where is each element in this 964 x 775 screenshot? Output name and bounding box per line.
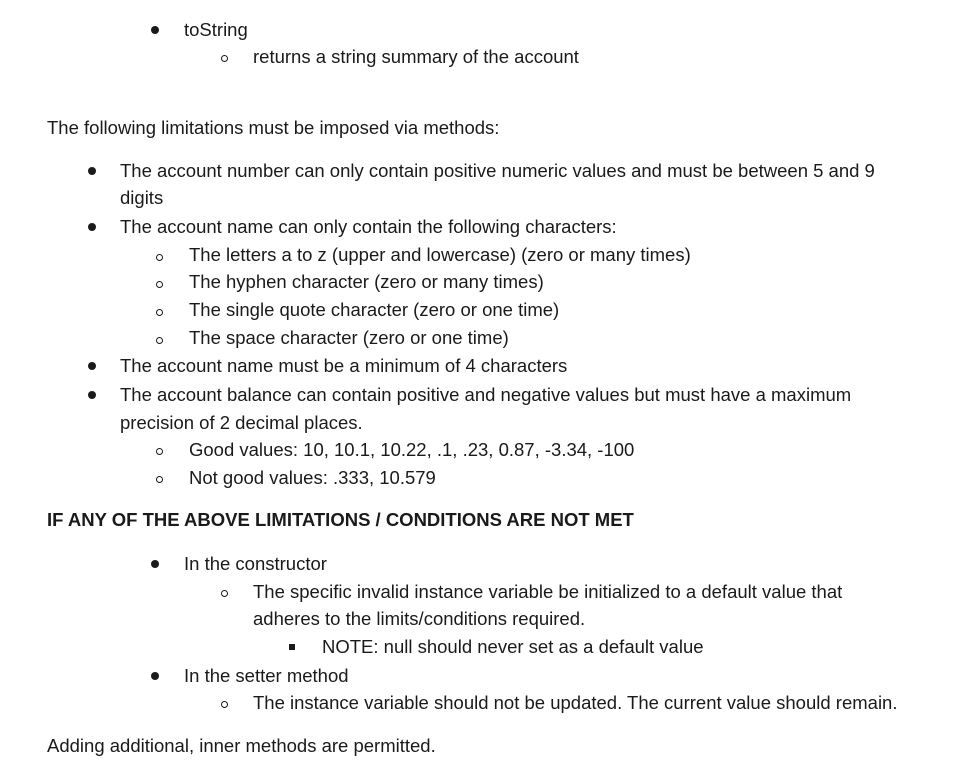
bullet-icon xyxy=(151,560,159,568)
bullet-icon xyxy=(88,391,96,399)
limit-balance: The account balance can contain positive and negative values but must have a maximum xyxy=(120,384,852,405)
bullet-icon xyxy=(88,362,96,370)
limit-account-name-chars: The account name can only contain the following characters: xyxy=(120,216,617,237)
char-rule-hyphen: The hyphen character (zero or many times) xyxy=(189,271,544,292)
good-values: Good values: 10, 10.1, 10.22, .1, .23, 0.87, -3.34, -100 xyxy=(189,439,635,460)
char-rule-space: The space character (zero or one time) xyxy=(189,327,509,348)
handling-setter: In the setter method xyxy=(184,665,349,686)
bullet-icon xyxy=(151,672,159,680)
bullet-icon xyxy=(151,26,159,34)
sub-bullet-icon xyxy=(156,448,163,455)
sub-bullet-icon xyxy=(156,337,163,344)
limit-account-name-min: The account name must be a minimum of 4 characters xyxy=(120,355,568,376)
sub-bullet-icon xyxy=(156,476,163,483)
bullet-icon xyxy=(88,167,96,175)
handling-constructor: In the constructor xyxy=(184,553,327,574)
limit-account-number-cont: digits xyxy=(120,187,164,208)
setter-rule: The instance variable should not be updated. The current value should remain. xyxy=(253,692,898,713)
constructor-rule: The specific invalid instance variable be initialized to a default value that xyxy=(253,581,843,602)
method-tostring-desc: returns a string summary of the account xyxy=(253,46,579,67)
sub-bullet-icon xyxy=(221,590,228,597)
char-rule-quote: The single quote character (zero or one time) xyxy=(189,299,560,320)
constructor-rule-cont: adheres to the limits/conditions required. xyxy=(253,608,586,629)
limit-account-number: The account number can only contain positive numeric values and must be between 5 and 9 xyxy=(120,160,875,181)
method-tostring: toString xyxy=(184,19,248,40)
null-note: NOTE: null should never set as a default value xyxy=(322,636,704,657)
char-rule-letters: The letters a to z (upper and lowercase) (zero or many times) xyxy=(189,244,691,265)
sub-bullet-icon xyxy=(156,254,163,261)
sub-bullet-icon xyxy=(156,281,163,288)
limitations-intro: The following limitations must be imposed via methods: xyxy=(47,117,500,138)
limit-balance-cont: precision of 2 decimal places. xyxy=(120,412,363,433)
bad-values: Not good values: .333, 10.579 xyxy=(189,467,436,488)
sub-bullet-icon xyxy=(156,309,163,316)
bullet-icon xyxy=(88,223,96,231)
sub-bullet-icon xyxy=(221,701,228,708)
condition-heading: IF ANY OF THE ABOVE LIMITATIONS / CONDITIONS ARE NOT MET xyxy=(47,509,634,530)
square-bullet-icon xyxy=(289,644,295,650)
footer-note: Adding additional, inner methods are permitted. xyxy=(47,735,436,756)
sub-bullet-icon xyxy=(221,55,228,62)
